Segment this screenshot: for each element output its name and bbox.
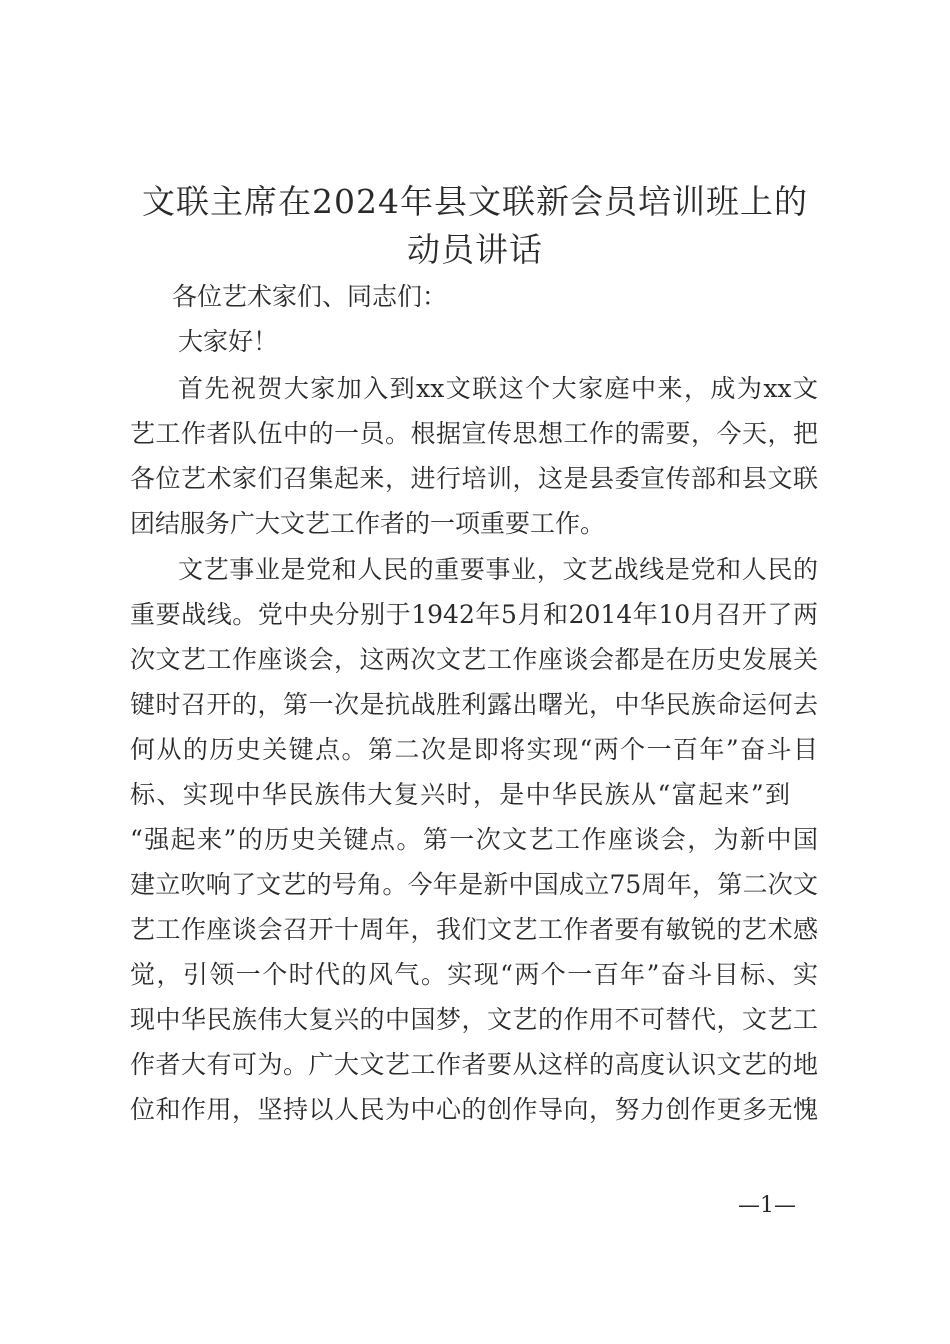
paragraph-2-line: 键时召开的，第一次是抗战胜利露出曙光，中华民族命运何去 <box>130 690 818 719</box>
paragraph-2-line: 现中华民族伟大复兴的中国梦，文艺的作用不可替代，文艺工 <box>130 1005 818 1034</box>
document-title-line-1: 文联主席在2024年县文联新会员培训班上的 <box>142 182 808 221</box>
paragraph-2-line: 建立吹响了文艺的号角。今年是新中国成立75周年，第二次文 <box>130 870 818 899</box>
page-number: —1— <box>738 1193 796 1218</box>
document-title-line-2: 动员讲话 <box>407 230 543 269</box>
paragraph-2-line: “强起来”的历史关键点。第一次文艺工作座谈会，为新中国 <box>130 825 818 854</box>
paragraph-1-line: 团结服务广大文艺工作者的一项重要工作。 <box>130 509 606 538</box>
salutation: 各位艺术家们、同志们： <box>172 282 448 311</box>
paragraph-2-line: 位和作用，坚持以人民为中心的创作导向，努力创作更多无愧 <box>130 1095 818 1124</box>
paragraph-2-line: 何从的历史关键点。第二次是即将实现“两个一百年”奋斗目 <box>130 735 818 764</box>
paragraph-2-line: 作者大有可为。广大文艺工作者要从这样的高度认识文艺的地 <box>130 1050 818 1079</box>
paragraph-2-line: 重要战线。党中央分别于1942年5月和2014年10月召开了两 <box>130 600 818 629</box>
paragraph-2-line: 觉，引领一个时代的风气。实现“两个一百年”奋斗目标、实 <box>130 960 818 989</box>
paragraph-1-line: 首先祝贺大家加入到xx文联这个大家庭中来，成为xx文 <box>178 374 818 403</box>
paragraph-2-line: 艺工作座谈会召开十周年，我们文艺工作者要有敏锐的艺术感 <box>130 915 818 944</box>
paragraph-2-line: 标、实现中华民族伟大复兴时，是中华民族从“富起来”到 <box>130 780 790 809</box>
paragraph-1-line: 艺工作者队伍中的一员。根据宣传思想工作的需要，今天，把 <box>130 419 818 448</box>
paragraph-2-line: 文艺事业是党和人民的重要事业，文艺战线是党和人民的 <box>178 555 818 584</box>
paragraph-2-line: 次文艺工作座谈会，这两次文艺工作座谈会都是在历史发展关 <box>130 645 818 674</box>
paragraph-1-line: 各位艺术家们召集起来，进行培训，这是县委宣传部和县文联 <box>130 464 818 493</box>
greeting: 大家好！ <box>178 327 279 356</box>
